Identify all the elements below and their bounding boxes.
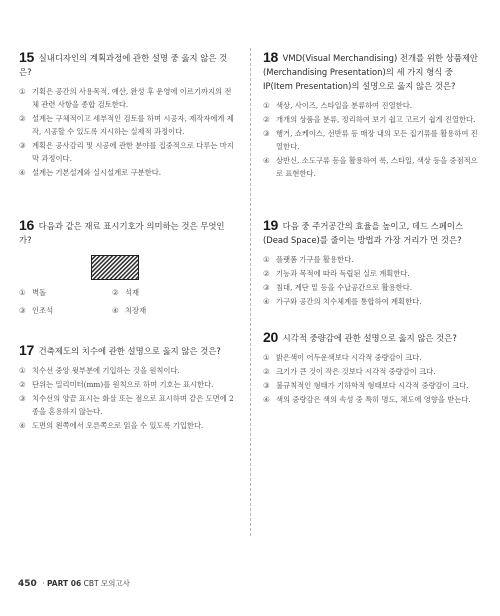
option-text: 밝은색이 어두운색보다 시각적 중량감이 크다.: [276, 353, 422, 362]
option-marker: ②: [263, 367, 270, 376]
option-text: 계획은 공사감리 및 시공에 관한 분야를 집중적으로 다루는 마지막 과정이다.: [32, 141, 234, 163]
option-text: 설계는 기본설계와 실시설계로 구분한다.: [32, 168, 162, 177]
option-text: 가구와 공간의 치수체계를 통합하여 계획한다.: [276, 297, 422, 306]
option-text: 침대, 계단 밑 등을 수납공간으로 활용한다.: [276, 283, 413, 292]
question-18: [263, 50, 483, 181]
option-marker: ③: [263, 283, 270, 292]
option-text: 석재: [125, 288, 140, 297]
option[interactable]: [19, 139, 237, 165]
question-text: VMD(Visual Merchandising) 전개를 위한 상품제안(Merchandising Presentation)의 세 가지 형식 중 IP(Item Presentation)의 설명으로 옳지 않은 것은?: [263, 53, 479, 91]
question-title: [263, 330, 483, 345]
option-text: 색의 중량감은 색의 속성 중 특히 명도, 채도에 영향을 받는다.: [276, 395, 471, 404]
question-text: 시각적 중량감에 관한 설명으로 옳지 않은 것은?: [282, 333, 457, 343]
option-text: 단위는 밀리미터(mm)를 원칙으로 하며 기호는 표시한다.: [32, 380, 214, 389]
column-divider: [250, 48, 251, 536]
question-number: 20: [263, 329, 278, 345]
question-15: [19, 50, 237, 180]
option-marker: ②: [19, 380, 26, 389]
option-text: 치장재: [125, 306, 147, 315]
option[interactable]: [263, 379, 483, 392]
option-text: 인조석: [32, 306, 54, 315]
option-marker: ④: [112, 306, 119, 315]
option-marker: ②: [19, 114, 26, 123]
option[interactable]: [263, 295, 483, 308]
option-text: 도면의 왼쪽에서 오른쪽으로 읽을 수 있도록 기입한다.: [32, 421, 204, 430]
option-marker: ②: [263, 269, 270, 278]
option[interactable]: [263, 281, 483, 294]
question-16: [19, 218, 237, 317]
question-title: [19, 218, 237, 247]
option-text: 크기가 큰 것이 작은 것보다 시각적 중량감이 크다.: [276, 367, 436, 376]
option[interactable]: [263, 267, 483, 280]
option[interactable]: [263, 253, 483, 266]
option[interactable]: [263, 127, 483, 153]
option-text: 기획은 공간의 사용목적, 예산, 완성 후 운영에 이르기까지의 전체 관련 사항을 종합 검토한다.: [32, 87, 232, 109]
question-text: 다음 중 주거공간의 효율을 높이고, 데드 스페이스(Dead Space)를 줄이는 방법과 가장 거리가 먼 것은?: [263, 221, 464, 245]
question-text: 실내디자인의 계획과정에 관한 설명 중 옳지 않은 것은?: [19, 53, 228, 77]
option-marker: ④: [263, 297, 270, 306]
option[interactable]: [263, 99, 483, 112]
option-marker: ③: [19, 394, 26, 403]
option-list: [19, 85, 237, 179]
option[interactable]: [263, 393, 483, 406]
option-marker: ③: [263, 129, 270, 138]
option[interactable]: [263, 154, 483, 180]
option-text: 상반신, 소도구류 등을 활용하여 룩, 스타일, 색상 등을 중점적으로 표현한다.: [276, 156, 478, 178]
option-marker: ①: [263, 353, 270, 362]
option[interactable]: [19, 419, 237, 432]
option-list: [263, 99, 483, 180]
question-title: [263, 50, 483, 93]
option-marker: ①: [19, 366, 26, 375]
option[interactable]: [19, 85, 237, 111]
option-marker: ④: [263, 156, 270, 165]
question-text: 건축제도의 치수에 관한 설명으로 옳지 않은 것은?: [38, 346, 221, 356]
question-title: [19, 343, 237, 358]
option-marker: ③: [19, 141, 26, 150]
option-marker: ②: [263, 115, 270, 124]
part-label: PART 06: [46, 579, 82, 588]
question-number: 17: [19, 342, 34, 358]
option[interactable]: [263, 351, 483, 364]
question-19: [263, 218, 483, 309]
option[interactable]: [19, 378, 237, 391]
option[interactable]: [19, 392, 237, 418]
option[interactable]: [112, 286, 205, 299]
option-marker: ①: [19, 288, 26, 297]
option-list: [263, 253, 483, 308]
option-text: 색상, 사이즈, 스타일을 분류하여 진열한다.: [276, 101, 413, 110]
section-label: CBT 모의고사: [83, 579, 130, 588]
option[interactable]: [19, 286, 112, 299]
option-text: 개개의 상품을 분류, 정리하여 보기 쉽고 고르기 쉽게 진열한다.: [276, 115, 476, 124]
option-marker: ①: [263, 101, 270, 110]
option-list: [19, 286, 237, 317]
question-number: 15: [19, 49, 34, 65]
option-text: 불규칙적인 형태가 기하학적 형태보다 시각적 중량감이 크다.: [276, 381, 469, 390]
option-marker: ③: [263, 381, 270, 390]
option-marker: ④: [263, 395, 270, 404]
option-text: 설계는 구체적이고 세부적인 검토를 하며 시공자, 제작자에게 제작, 시공할 수 있도록 지시하는 실제적 과정이다.: [32, 114, 234, 136]
option-text: 치수선의 양끝 표시는 화살 또는 점으로 표시하며 같은 도면에 2종을 혼용하지 않는다.: [32, 394, 234, 416]
option-list: [19, 364, 237, 432]
material-symbol-figure: [91, 255, 139, 280]
option-text: 행거, 쇼케이스, 선반류 등 매장 내의 모든 집기류를 활용하여 진열한다.: [276, 129, 478, 151]
question-20: [263, 330, 483, 407]
question-number: 19: [263, 217, 278, 233]
question-text: 다음과 같은 재료 표시기호가 의미하는 것은 무엇인가?: [19, 221, 225, 245]
option-marker: ①: [263, 255, 270, 264]
option-text: 플랫폼 가구를 활용한다.: [276, 255, 354, 264]
option[interactable]: [263, 365, 483, 378]
option[interactable]: [19, 112, 237, 138]
question-title: [19, 50, 237, 79]
option-marker: ②: [112, 288, 119, 297]
option-text: 벽돌: [32, 288, 47, 297]
option-text: 기능과 목적에 따라 독립된 실로 계획한다.: [276, 269, 410, 278]
option-marker: ④: [19, 168, 26, 177]
option-text: 치수선 중앙 윗부분에 기입하는 것을 원칙이다.: [32, 366, 180, 375]
option[interactable]: [19, 304, 112, 317]
footer-separator: ·: [42, 579, 45, 588]
option-marker: ①: [19, 87, 26, 96]
question-number: 18: [263, 49, 278, 65]
option-marker: ③: [19, 306, 26, 315]
option-marker: ④: [19, 421, 26, 430]
option[interactable]: [263, 113, 483, 126]
option[interactable]: [19, 364, 237, 377]
question-number: 16: [19, 217, 34, 233]
page-footer: [18, 578, 130, 589]
page-number: 450: [18, 579, 37, 589]
hatch-symbol-icon: [91, 255, 139, 280]
option[interactable]: [112, 304, 205, 317]
option-list: [263, 351, 483, 406]
question-17: [19, 343, 237, 433]
option[interactable]: [19, 166, 237, 179]
question-title: [263, 218, 483, 247]
